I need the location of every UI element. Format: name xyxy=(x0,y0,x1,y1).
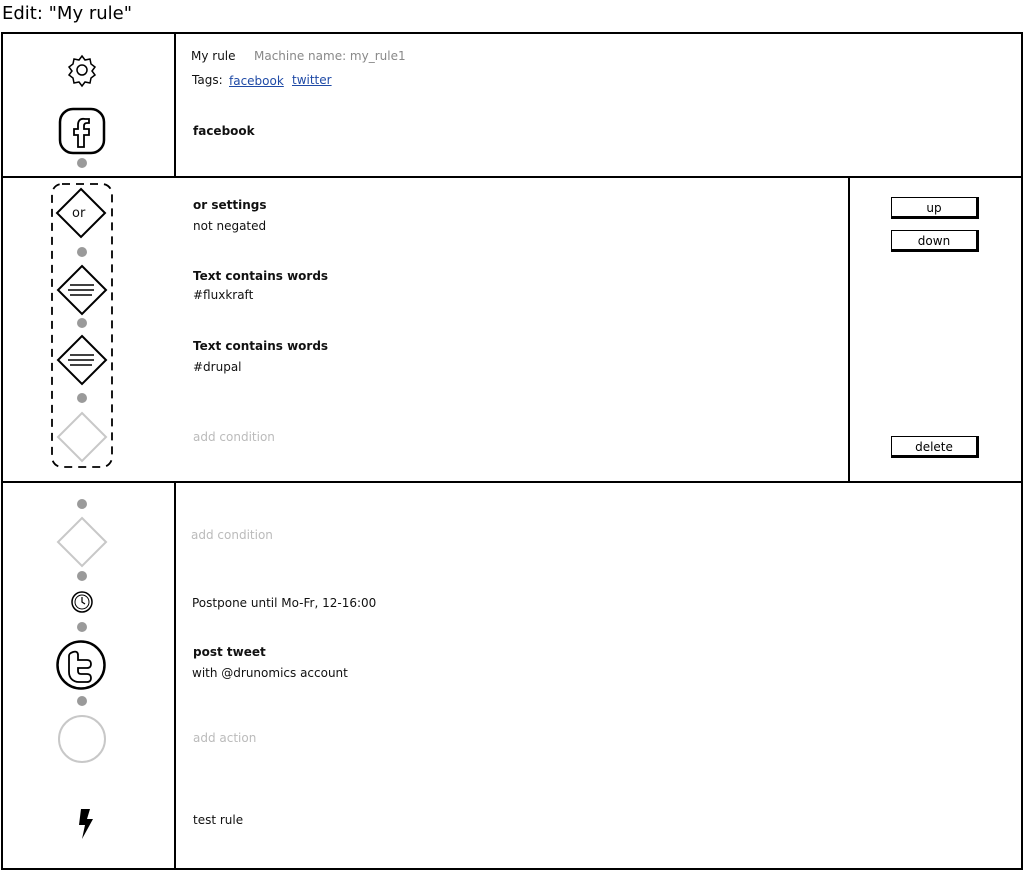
page-title: Edit: "My rule" xyxy=(2,3,132,24)
connector-dot xyxy=(77,247,87,257)
down-button[interactable]: down xyxy=(891,230,979,252)
postpone-text: Postpone until Mo-Fr, 12-16:00 xyxy=(192,596,377,610)
trigger-title: facebook xyxy=(193,124,255,138)
connector-dot xyxy=(77,158,87,168)
or-settings-subtitle: not negated xyxy=(193,219,267,233)
add-condition-diamond-icon[interactable] xyxy=(57,517,107,567)
condition-value: #fluxkraft xyxy=(193,288,254,302)
test-rule-link[interactable]: test rule xyxy=(193,813,244,827)
clock-icon[interactable] xyxy=(71,591,93,613)
add-action-circle-icon[interactable] xyxy=(57,714,107,764)
connector-dot xyxy=(77,622,87,632)
connector-dot xyxy=(77,696,87,706)
condition-title: Text contains words xyxy=(193,269,329,283)
tags-label: Tags: xyxy=(192,73,223,87)
add-condition-link[interactable]: add condition xyxy=(191,528,273,542)
post-tweet-title: post tweet xyxy=(193,645,266,659)
add-action-link[interactable]: add action xyxy=(193,731,257,745)
connector-dot xyxy=(77,571,87,581)
connector-dot xyxy=(77,318,87,328)
condition-title: Text contains words xyxy=(193,339,329,353)
tag-link-twitter[interactable]: twitter xyxy=(292,73,332,87)
machine-name: Machine name: my_rule1 xyxy=(254,49,406,63)
add-condition-link[interactable]: add condition xyxy=(193,430,275,444)
post-tweet-subtitle: with @drunomics account xyxy=(192,666,348,680)
rule-name: My rule xyxy=(191,49,236,63)
connector-dot xyxy=(77,499,87,509)
lightning-icon[interactable] xyxy=(77,808,95,840)
or-label: or xyxy=(72,206,86,221)
text-filter-icon[interactable] xyxy=(57,335,107,385)
delete-button[interactable]: delete xyxy=(891,436,979,458)
gear-icon[interactable] xyxy=(66,54,98,86)
facebook-icon xyxy=(58,107,106,155)
or-settings-title: or settings xyxy=(193,198,267,212)
connector-dot xyxy=(77,393,87,403)
condition-value: #drupal xyxy=(193,360,242,374)
tag-link-facebook[interactable]: facebook xyxy=(229,74,284,88)
text-filter-icon[interactable] xyxy=(57,265,107,315)
add-condition-diamond-icon[interactable] xyxy=(57,412,107,462)
twitter-icon[interactable] xyxy=(56,640,106,690)
up-button[interactable]: up xyxy=(891,197,979,219)
conditions-panel xyxy=(1,176,851,483)
